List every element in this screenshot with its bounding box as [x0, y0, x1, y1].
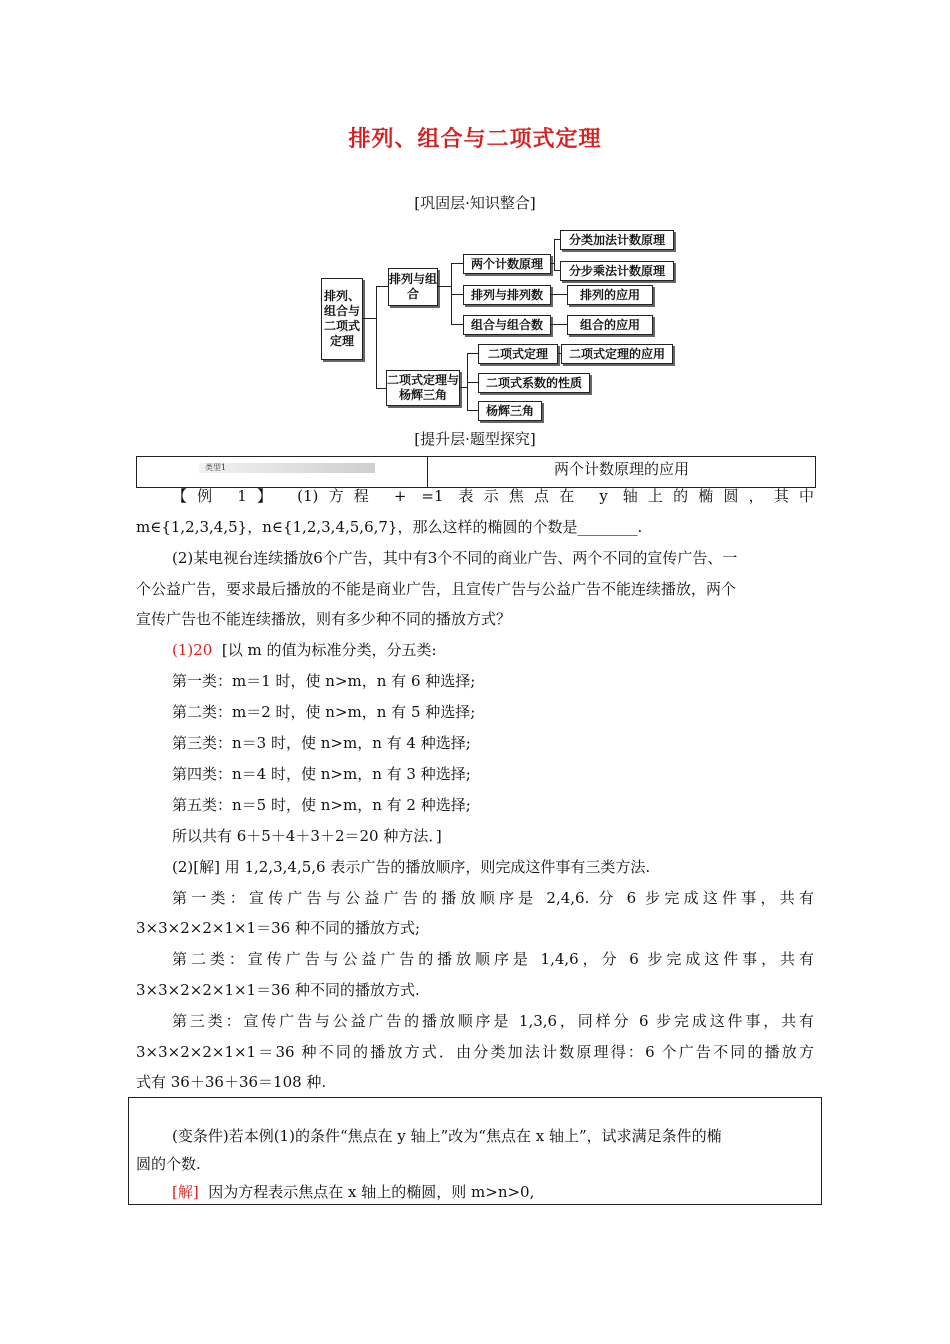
kind-1-line-2: 3×3×2×2×1×1＝36 种不同的播放方式;	[136, 919, 421, 937]
diagram-node-permutation: 排列与排列数	[463, 285, 551, 305]
example-2-line-1: (2)某电视台连续播放6个广告，其中有3个不同的商业广告、两个不同的宣传广告、一	[172, 549, 738, 567]
answer-1-text: [以 m 的值为标准分类，分五类:	[221, 641, 437, 659]
answer-1-value: (1)20	[172, 641, 213, 659]
diagram-node-binomial-app: 二项式定理的应用	[561, 344, 673, 364]
section-heading-explore: [提升层·题型探究]	[414, 430, 536, 448]
example-2-line-3: 宣传广告也不能连续播放，则有多少种不同的播放方式？	[136, 610, 512, 628]
diagram-node-combination-app: 组合的应用	[567, 315, 653, 335]
type-tag: 类型1	[199, 463, 375, 473]
kind-3-line-3: 式有 36＋36＋36＝108 种.	[136, 1073, 327, 1091]
case-1: 第一类：m＝1 时，使 n>m，n 有 6 种选择;	[172, 672, 476, 690]
diagram-node-binomial-theorem: 二项式定理	[478, 344, 558, 364]
diagram-node-permutation-app: 排列的应用	[567, 285, 653, 305]
diagram-root: 排列、组合与二项式定理	[321, 278, 363, 360]
type-header	[136, 456, 816, 488]
kind-2-line-2: 3×3×2×2×1×1＝36 种不同的播放方式.	[136, 981, 420, 999]
diagram-node-multiplication: 分步乘法计数原理	[560, 261, 674, 281]
variant-solution-text: 因为方程表示焦点在 x 轴上的椭圆，则 m>n>0,	[208, 1183, 535, 1201]
case-sum: 所以共有 6＋5＋4＋3＋2＝20 种方法．]	[172, 827, 442, 845]
variant-solution-label: [解]	[172, 1183, 199, 1201]
page-title: 排列、组合与二项式定理	[348, 127, 602, 152]
example-2-line-2: 个公益广告，要求最后播放的不能是商业广告，且宣传广告与公益广告不能连续播放，两个	[136, 580, 737, 598]
solution-2-intro: (2)[解] 用 1,2,3,4,5,6 表示广告的播放顺序，则完成这件事有三类方法.	[172, 858, 651, 876]
diagram-node-coefficient: 二项式系数的性质	[478, 373, 590, 393]
case-2: 第二类：m＝2 时，使 n>m，n 有 5 种选择;	[172, 703, 476, 721]
diagram-branch-binomial: 二项式定理与杨辉三角	[386, 370, 460, 406]
example-1-line-2: m∈{1,2,3,4,5}，n∈{1,2,3,4,5,6,7}，那么这样的椭圆的个数是________.	[136, 518, 643, 536]
kind-1-line-1: 第一类：宣传广告与公益广告的播放顺序是 2,4,6. 分 6 步完成这件事，共有	[172, 889, 814, 907]
diagram-node-yanghui: 杨辉三角	[478, 401, 542, 421]
diagram-node-counting: 两个计数原理	[463, 254, 551, 274]
case-5: 第五类：n＝5 时，使 n>m，n 有 2 种选择;	[172, 796, 471, 814]
example-1-line-1: 【例 1】 (1)方程 + =1 表示焦点在 y 轴上的椭圆，其中	[172, 487, 814, 505]
section-heading-consolidate: [巩固层·知识整合]	[414, 194, 536, 212]
kind-3-line-1: 第三类：宣传广告与公益广告的播放顺序是 1,3,6，同样分 6 步完成这件事，共有	[172, 1012, 814, 1030]
type-title: 两个计数原理的应用	[553, 460, 689, 478]
diagram-node-addition: 分类加法计数原理	[560, 230, 674, 250]
variant-line-3	[172, 1182, 534, 1202]
answer-1-line	[172, 640, 437, 660]
case-4: 第四类：n＝4 时，使 n>m，n 有 3 种选择;	[172, 765, 471, 783]
kind-3-line-2: 3×3×2×2×1×1＝36 种不同的播放方式．由分类加法计数原理得：6 个广告不同的播放方	[136, 1043, 814, 1061]
variant-line-2: 圆的个数.	[136, 1155, 201, 1173]
variant-line-1: (变条件)若本例(1)的条件“焦点在 y 轴上”改为“焦点在 x 轴上”，试求满足条件的椭	[172, 1127, 722, 1145]
kind-2-line-1: 第二类：宣传广告与公益广告的播放顺序是 1,4,6，分 6 步完成这件事，共有	[172, 950, 814, 968]
diagram-node-combination: 组合与组合数	[463, 315, 551, 335]
case-3: 第三类：n＝3 时，使 n>m，n 有 4 种选择;	[172, 734, 471, 752]
diagram-branch-permutation: 排列与组合	[388, 268, 438, 306]
